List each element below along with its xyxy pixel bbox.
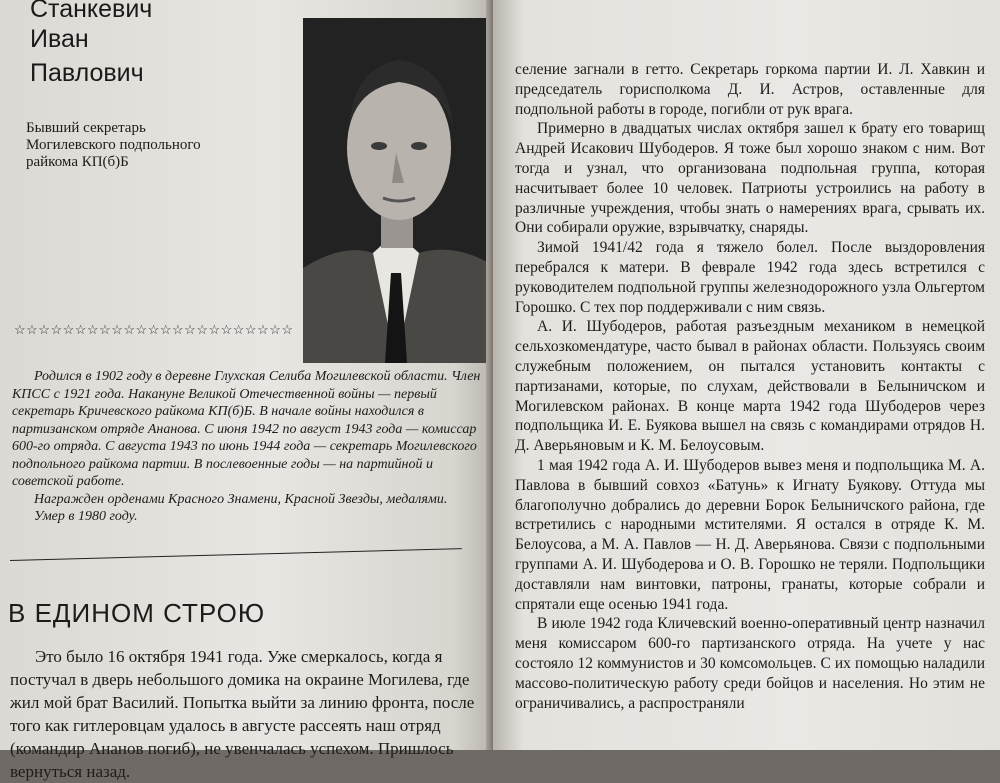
description-line: райкома КП(б)Б: [26, 154, 129, 170]
description-line: Бывший секретарь: [26, 120, 146, 136]
author-description: [26, 120, 286, 171]
left-page: [0, 0, 493, 781]
awards-paragraph: Награжден орденами Красного Знамени, Красной Звезды, медалями.: [34, 491, 448, 507]
body-paragraph: 1 мая 1942 года А. И. Шубодеров вывез меня и подпольщика М. А. Павлова в бывший совхоз «Батунь» к Игнату Буякову. Оттуда мы благополучно добрались до деревни Борок Белыничского района, где встретились с народными мстителями. Я остался в отряде К. М. Белоусова, а М. А. Павлов — Н. Д. Аверьянова. Связи с подпольными группами А. И. Шубодерова и О. В. Горошко не теряли. Подпольщики доставляли нам винтовки, патроны, гранаты, которые собрали и спрятали еще осенью 1941 года.: [515, 456, 985, 613]
body-paragraph: Примерно в двадцатых числах октября зашел к брату его товарищ Андрей Исакович Шубодеров. Я тоже был хорошо знаком с ним. Вот тогда и узнал, что организована подпольная группа, которая насчитывает более 10 человек. Патриоты устроились на работу в различные учреждения, чтобы знать о намерениях врага, срывать их. Они собирали оружие, взрывчатку, снаряды.: [515, 120, 985, 237]
body-paragraph: В июле 1942 года Кличевский военно-оперативный центр назначил меня комиссаром 600-го партизанского отряда. На учете у нас состояло 12 коммунистов и 30 комсомольцев. С их помощью наладили массово-политическую работу среди бойцов и населения. Но этим не ограничивались, а распространяли: [515, 615, 985, 712]
body-paragraph: Зимой 1941/42 года я тяжело болел. После выздоровления перебрался к матери. В феврале 1942 года здесь встретился с руководителем подпольной группы железнодорожного узла Ольгертом Горошко. С тех пор поддерживали с ним связь.: [515, 239, 985, 316]
chapter-text-left: [10, 645, 488, 783]
body-paragraph: селение загнали в гетто. Секретарь горкома партии И. Л. Хавкин и председатель горисполкома Д. И. Астров, оставленные для подпольной работы в городе, погибли от рук врага.: [515, 61, 985, 118]
author-first-name: Иван: [30, 25, 89, 53]
portrait-image: [303, 18, 489, 363]
death-paragraph: Умер в 1980 году.: [34, 509, 138, 524]
section-divider: [10, 548, 462, 561]
description-line: Могилевского подпольного: [26, 137, 201, 153]
right-page: [493, 0, 1000, 750]
body-paragraph: Это было 16 октября 1941 года. Уже смеркалось, когда я постучал в дверь небольшого домика на окраине Могилева, где жил мой брат Василий. Попытка выйти за линию фронта, после того как гитлеровцам удалось в августе рассеять наш отряд (командир Ананов погиб), не увенчалась успехом. Пришлось вернуться назад.: [10, 647, 475, 781]
body-paragraph: А. И. Шубодеров, работая разъездным механиком в немецкой сельхозкомендатуре, часто бывал в районах области. Пользуясь своим служебным положением, он пытался установить контакты с партизанами, которые, по слухам, действовали в Белыничском и Могилевском районах. В конце марта 1942 года Шубодеров через подпольщика И. Е. Буякова вышел на связь с командирами отрядов Н. Д. Аверьяновым и К. М. Белоусовым.: [515, 318, 985, 455]
author-patronymic: Павлович: [30, 59, 144, 87]
chapter-title: В ЕДИНОМ СТРОЮ: [8, 598, 266, 628]
biography-paragraph: Родился в 1902 году в деревне Глухская Селиба Могилевской области. Член КПСС с 1921 года. Накануне Великой Отечественной войны — первый секретарь Кричевского райкома КП(б)Б. В начале войны находился в партизанском отряде Ананова. С июня 1942 по август 1943 года — комиссар 600-го отряда. С августа 1943 по июнь 1944 года — секретарь Могилевского подпольного райкома партии. В послевоенные годы — на партийной и советской работе.: [12, 369, 481, 489]
author-surname: Станкевич: [30, 0, 153, 23]
chapter-text-right: [515, 60, 985, 713]
decorative-stars: ☆☆☆☆☆☆☆☆☆☆☆☆☆☆☆☆☆☆☆☆☆☆☆: [14, 322, 294, 337]
author-portrait: [303, 18, 489, 363]
author-biography: [12, 368, 487, 526]
